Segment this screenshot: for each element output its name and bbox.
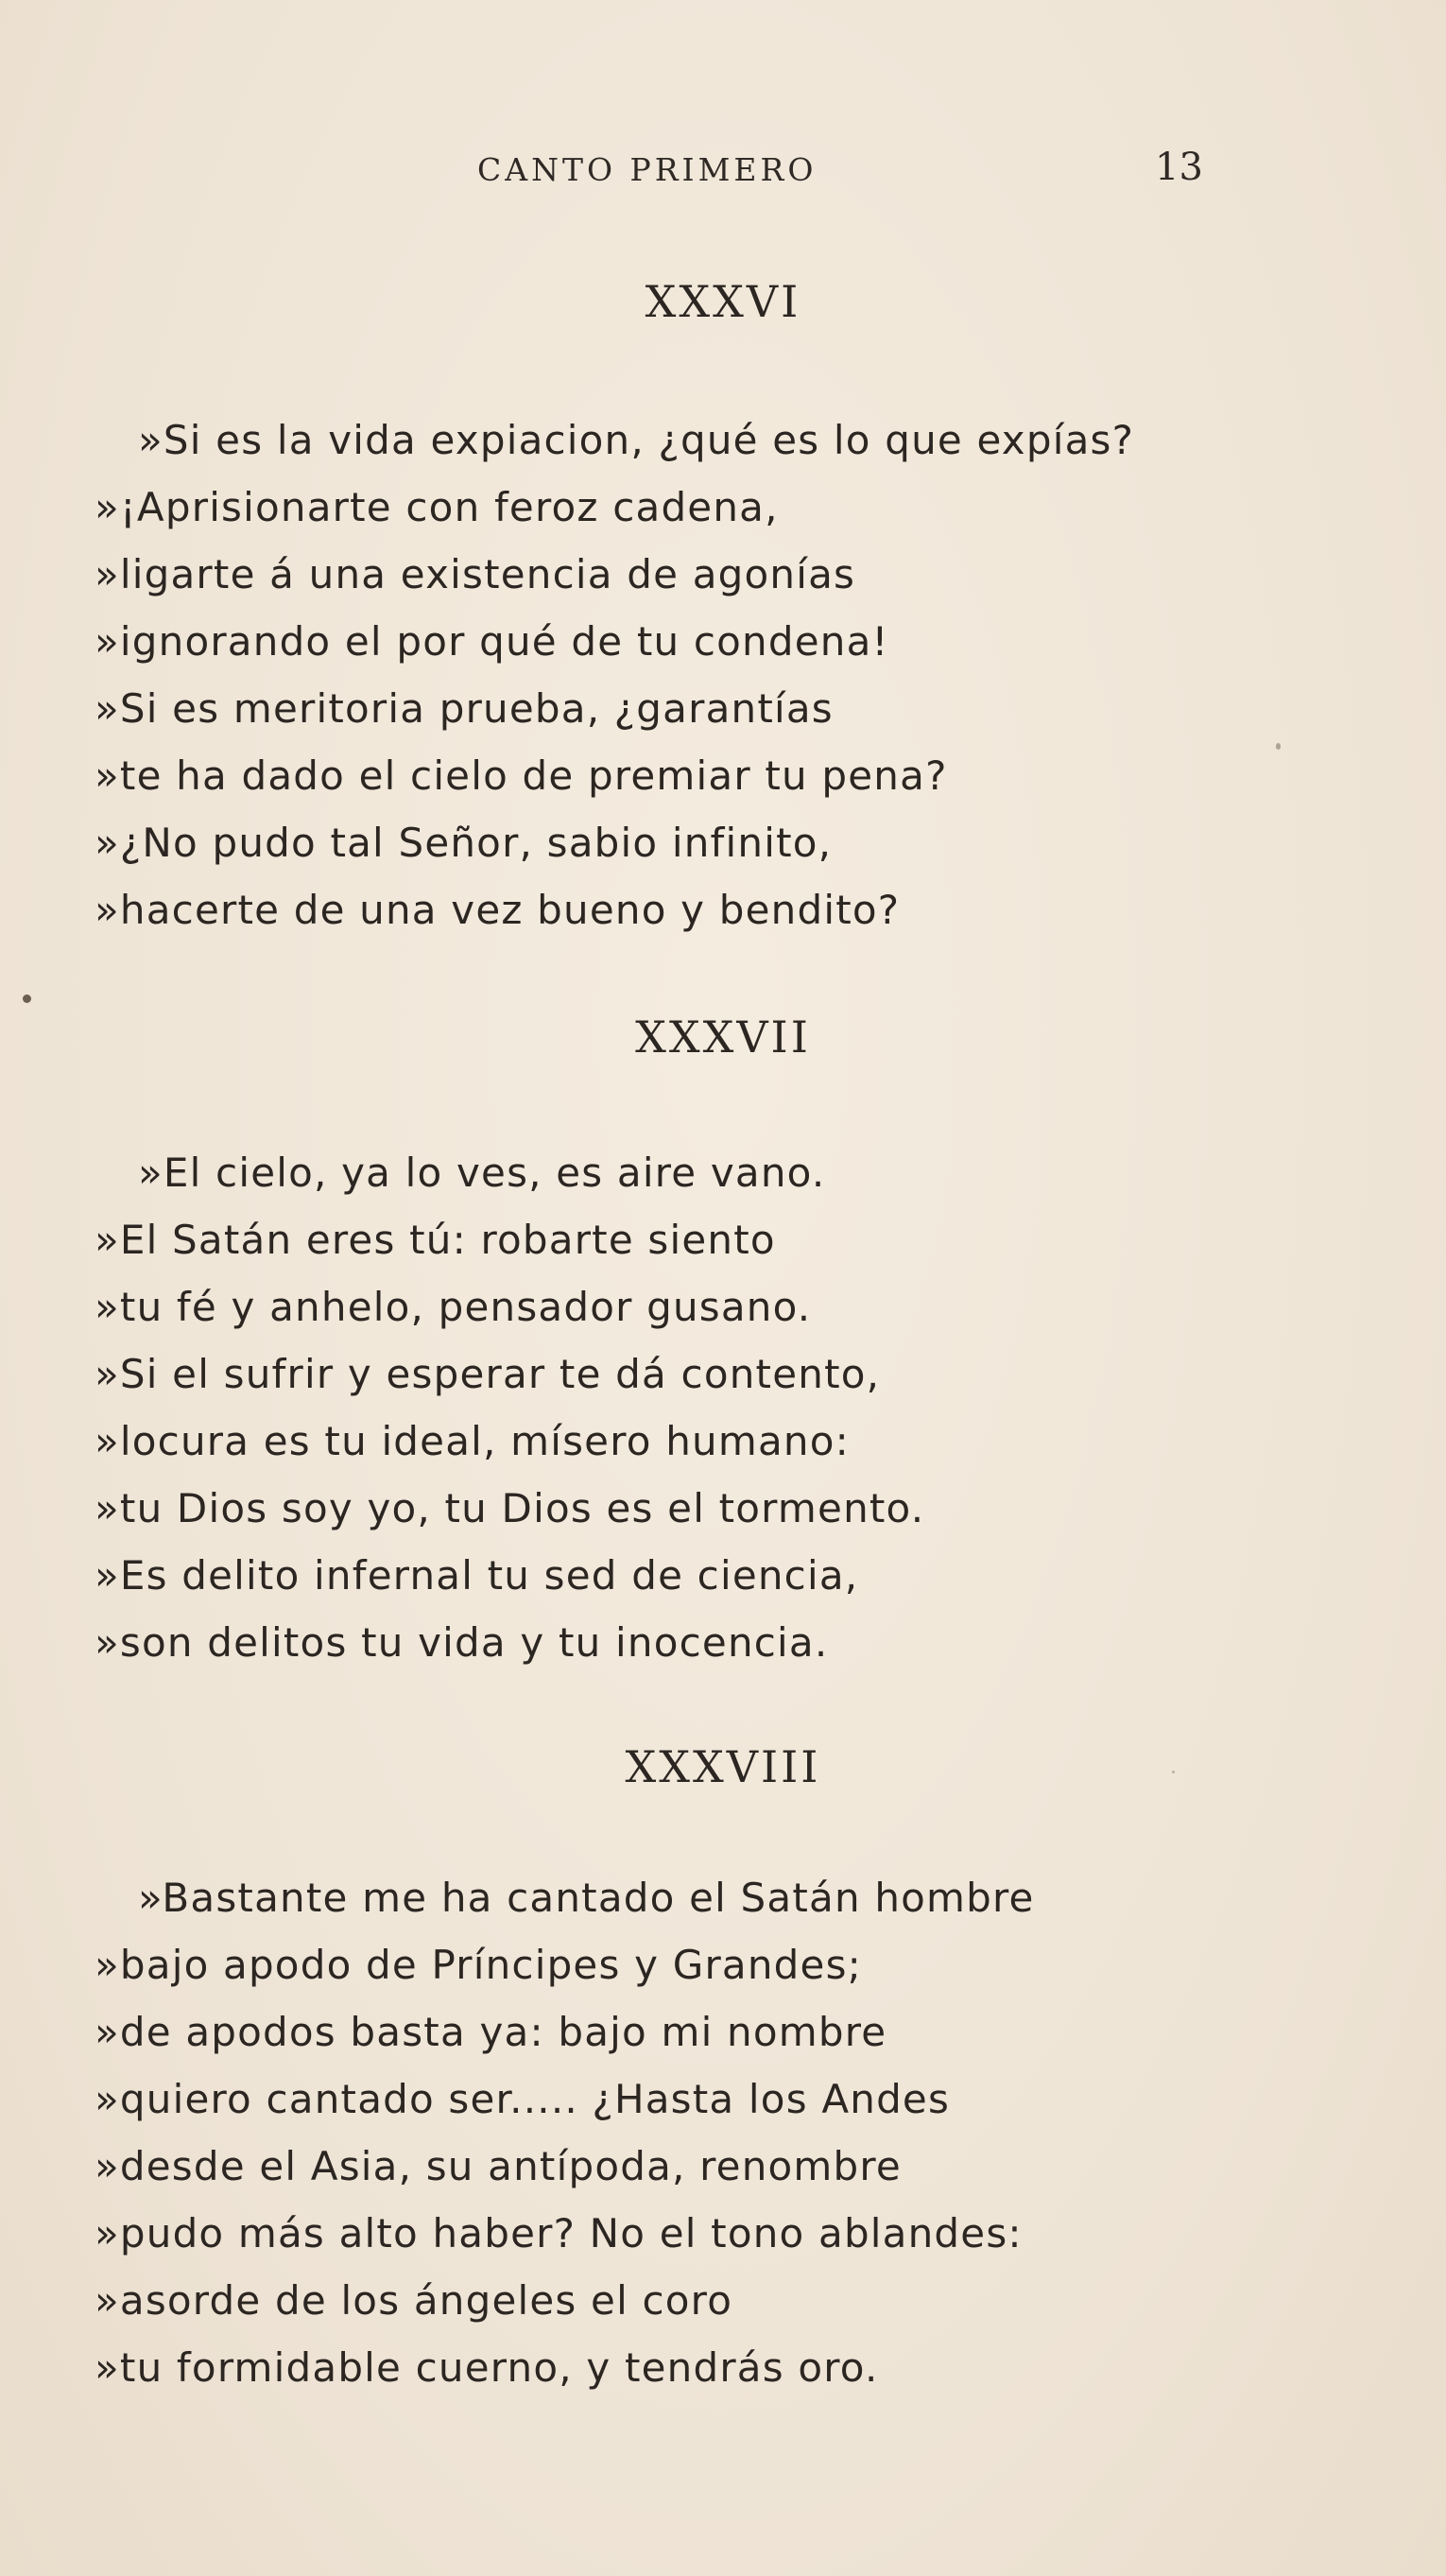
running-head bbox=[0, 146, 1446, 199]
verse-line: »quiero cantado ser..... ¿Hasta los Andes bbox=[95, 2076, 951, 2122]
verse-line: »El cielo, ya lo ves, es aire vano. bbox=[138, 1150, 826, 1196]
verse-line: »son delitos tu vida y tu inocencia. bbox=[95, 1619, 829, 1666]
paper-speck bbox=[1172, 1771, 1175, 1773]
stanza-heading-xxxviii: XXXVIII bbox=[625, 1741, 821, 1792]
stanza-xxxvi bbox=[95, 406, 1351, 943]
verse-line: »El Satán eres tú: robarte siento bbox=[95, 1217, 776, 1263]
stanza-xxxvii bbox=[95, 1139, 1351, 1676]
verse-line: »tu formidable cuerno, y tendrás oro. bbox=[95, 2344, 879, 2391]
verse-line: »Si es meritoria prueba, ¿garantías bbox=[95, 685, 834, 732]
verse-line: »pudo más alto haber? No el tono ablandes: bbox=[95, 2210, 1023, 2256]
verse-line: »de apodos basta ya: bajo mi nombre bbox=[95, 2009, 887, 2055]
running-title: CANTO PRIMERO bbox=[477, 151, 818, 188]
paper-speck bbox=[1276, 743, 1281, 750]
verse-line: »asorde de los ángeles el coro bbox=[95, 2277, 733, 2324]
verse-line: »Bastante me ha cantado el Satán hombre bbox=[138, 1875, 1035, 1921]
verse-line: »Es delito infernal tu sed de ciencia, bbox=[95, 1552, 859, 1599]
stanza-heading-xxxvi: XXXVI bbox=[645, 276, 801, 327]
verse-line: »ligarte á una existencia de agonías bbox=[95, 551, 856, 597]
verse-line: »¿No pudo tal Señor, sabio infinito, bbox=[95, 820, 833, 866]
verse-line: »bajo apodo de Príncipes y Grandes; bbox=[95, 1942, 863, 1988]
stanza-heading-xxxvii: XXXVII bbox=[635, 1011, 811, 1063]
verse-line: »tu Dios soy yo, tu Dios es el tormento. bbox=[95, 1485, 925, 1531]
verse-line: »ignorando el por qué de tu condena! bbox=[95, 618, 889, 665]
verse-line: »¡Aprisionarte con feroz cadena, bbox=[95, 484, 779, 530]
verse-line: »te ha dado el cielo de premiar tu pena? bbox=[95, 752, 948, 799]
verse-line: »Si el sufrir y esperar te dá contento, bbox=[95, 1351, 881, 1397]
stanza-xxxviii bbox=[95, 1864, 1351, 2401]
paper-speck bbox=[23, 994, 31, 1003]
verse-line: »locura es tu ideal, mísero humano: bbox=[95, 1418, 850, 1464]
verse-line: »tu fé y anhelo, pensador gusano. bbox=[95, 1284, 812, 1330]
page-number: 13 bbox=[1155, 146, 1203, 189]
verse-line: »hacerte de una vez bueno y bendito? bbox=[95, 887, 901, 933]
verse-line: »Si es la vida expiacion, ¿qué es lo que expías? bbox=[138, 417, 1135, 463]
verse-line: »desde el Asia, su antípoda, renombre bbox=[95, 2143, 902, 2189]
